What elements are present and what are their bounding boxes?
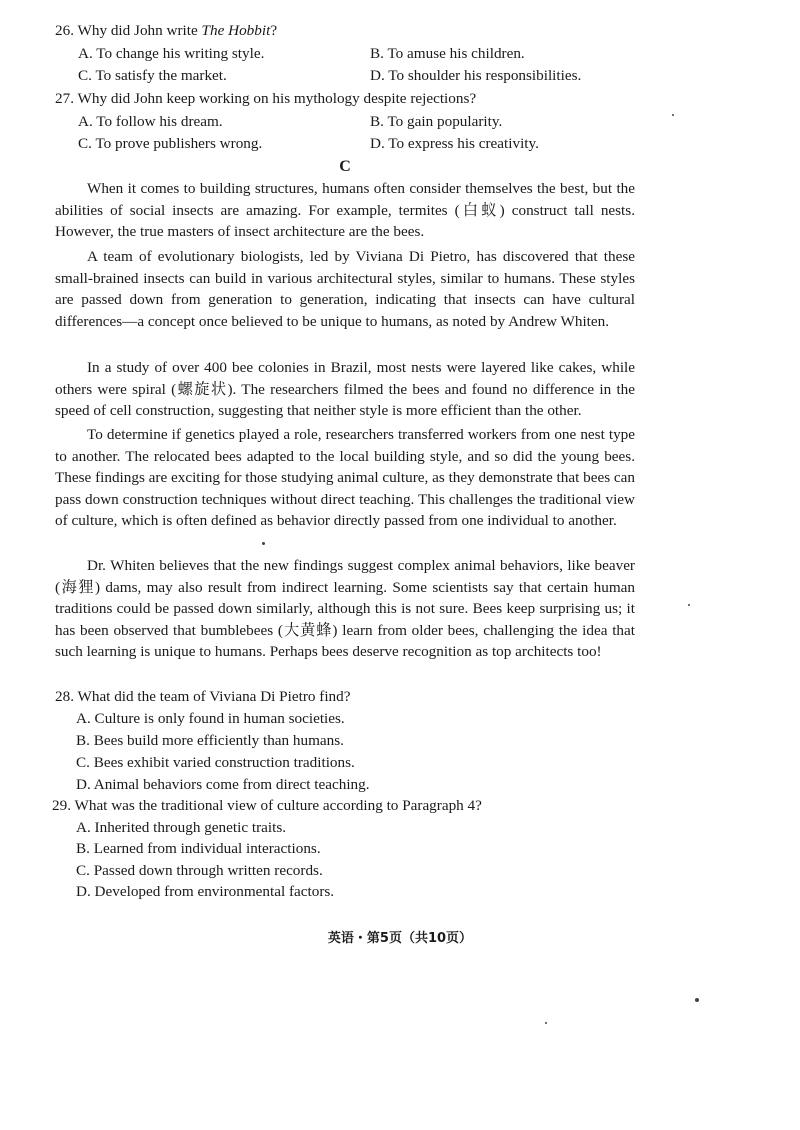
scan-speck <box>688 604 690 606</box>
passage-paragraph-3: In a study of over 400 bee colonies in Brazil, most nests were layered like cakes, while others were spiral (螺旋状). The researchers filmed the bees and found no difference in the speed of cell construction, suggesting that neither style is more efficient than the other. <box>55 359 635 419</box>
question-stem: What was the traditional view of culture according to Paragraph 4? <box>74 797 482 814</box>
passage-paragraph-4: To determine if genetics played a role, researchers transferred workers from one nest type to another. The relocated bees adapted to the local building style, and so did the young bees. These findings are exciting for those studying animal culture, as they demonstrate that bees can pass down construction techniques without direct teaching. This challenges the traditional view of culture, which is often defined as behavior directly passed from one individual to another. <box>55 426 635 529</box>
question-number: 27. <box>55 90 74 107</box>
option-27-c[interactable]: C. To prove publishers wrong. <box>78 135 263 152</box>
question-26 <box>55 20 277 42</box>
scan-speck <box>545 1022 547 1024</box>
option-27-d[interactable]: D. To express his creativity. <box>370 135 539 152</box>
passage-heading: C <box>339 158 351 175</box>
option-28-d[interactable]: D. Animal behaviors come from direct teaching. <box>76 776 370 793</box>
scan-speck <box>672 114 674 116</box>
passage-paragraph-2: A team of evolutionary biologists, led by Viviana Di Pietro, has discovered that these small-brained insects can build in various architectural styles, similar to humans. These styles are passed down from generation to generation, indicating that insects can have cultural differences—a concept once believed to be unique to humans, as noted by Andrew Whiten. <box>55 248 635 330</box>
question-stem: Why did John keep working on his mythology despite rejections? <box>77 90 477 107</box>
option-29-c[interactable]: C. Passed down through written records. <box>76 862 323 879</box>
option-29-a[interactable]: A. Inherited through genetic traits. <box>76 819 287 836</box>
question-stem: What did the team of Viviana Di Pietro find? <box>77 688 351 705</box>
question-29 <box>52 795 482 817</box>
option-28-c[interactable]: C. Bees exhibit varied construction traditions. <box>76 754 355 771</box>
option-26-d[interactable]: D. To shoulder his responsibilities. <box>370 67 582 84</box>
question-number: 28. <box>55 688 74 705</box>
option-29-d[interactable]: D. Developed from environmental factors. <box>76 883 335 900</box>
option-27-b[interactable]: B. To gain popularity. <box>370 113 503 130</box>
question-28 <box>55 686 350 708</box>
scan-speck <box>695 998 699 1002</box>
scan-speck <box>262 542 265 545</box>
option-26-a[interactable]: A. To change his writing style. <box>78 45 265 62</box>
question-stem: Why did John write <box>77 22 202 39</box>
option-27-a[interactable]: A. To follow his dream. <box>78 113 223 130</box>
option-28-b[interactable]: B. Bees build more efficiently than humans. <box>76 732 344 749</box>
option-26-b[interactable]: B. To amuse his children. <box>370 45 525 62</box>
page-footer: 英语・第5页（共10页） <box>327 931 473 946</box>
book-title: The Hobbit <box>201 22 271 39</box>
passage-paragraph-1: When it comes to building structures, humans often consider themselves the best, but the abilities of social insects are amazing. For example, termites (白蚁) construct tall nests. However, the true masters of insect architecture are the bees. <box>55 180 635 240</box>
option-28-a[interactable]: A. Culture is only found in human societies. <box>76 710 345 727</box>
question-27 <box>55 88 476 110</box>
question-number: 29. <box>52 797 71 814</box>
question-mark: ? <box>270 22 278 39</box>
question-number: 26. <box>55 22 74 39</box>
option-26-c[interactable]: C. To satisfy the market. <box>78 67 227 84</box>
passage-paragraph-5: Dr. Whiten believes that the new findings suggest complex animal behaviors, like beaver (海狸) dams, may also result from indirect learning. Some scientists say that certain human traditions could be passed down similarly, although this is not sure. Bees keep surprising us; it has been observed that bumblebees (大黄蜂) learn from older bees, challenging the idea that such learning is unique to humans. Perhaps bees deserve recognition as top architects too! <box>55 557 635 660</box>
option-29-b[interactable]: B. Learned from individual interactions. <box>76 840 321 857</box>
